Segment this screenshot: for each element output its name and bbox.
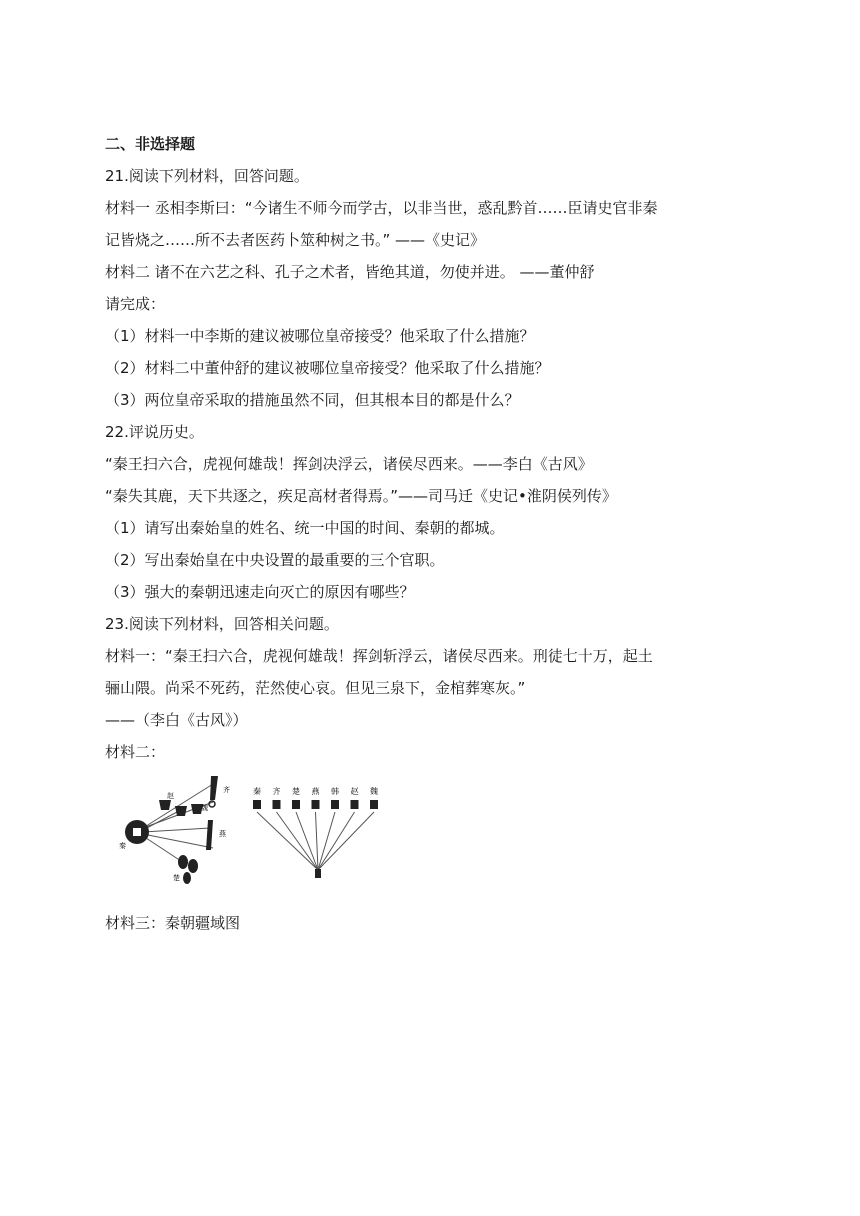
q21-material2: 材料二 诸不在六艺之科、孔子之术者，皆绝其道，勿使并进。 ——董仲舒 [105,263,595,281]
fig2-state-label: 魏 [370,787,378,796]
coin-shapes-figure [115,770,240,898]
q21-prompt: 请完成： [105,295,166,313]
ancient-script-glyph-icon [292,800,300,809]
fig2-state-label: 齐 [272,787,281,796]
material2-figures [105,770,785,905]
yan-knife-coin-icon [206,820,213,850]
ancient-script-glyph-icon [273,800,281,809]
converge-line [318,812,355,870]
fig1-label-qin: 秦 [119,842,126,850]
fig1-label-yan: 燕 [219,830,226,838]
ancient-script-glyph-icon [253,800,261,809]
q22-sub1: （1）请写出秦始皇的姓名、统一中国的时间、秦朝的都城。 [105,519,505,537]
q22-sub2: （2）写出秦始皇在中央设置的最重要的三个官职。 [105,551,445,569]
q23-stem: 23.阅读下列材料，回答相关问题。 [105,615,339,633]
q22-sub3: （3）强大的秦朝迅速走向灭亡的原因有哪些？ [105,583,415,601]
q22-quote1: “秦王扫六合，虎视何雄哉！挥剑决浮云，诸侯尽西来。——李白《古风》 [105,455,593,473]
qin-coin-icon [125,820,149,844]
q23-material2-label: 材料二： [105,743,166,761]
fig2-state-label: 韩 [331,787,339,796]
document-content [105,128,785,939]
fig2-state-label: 楚 [292,787,300,796]
q23-material1-source: ——（李白《古风》） [105,711,248,729]
q21-material1-line1: 材料一 丞相李斯曰：“今诸生不师今而学古，以非当世，惑乱黔首……臣请史官非秦 [105,199,658,217]
q23-material1-line1: 材料一：“秦王扫六合，虎视何雄哉！挥剑斩浮云，诸侯尽西来。刑徒七十万，起土 [105,647,653,665]
ancient-script-glyph-icon [351,800,359,809]
converge-line [277,812,319,870]
fig1-label-qi: 齐 [223,786,230,794]
converge-line [257,812,318,870]
q21-stem: 21.阅读下列材料，回答问题。 [105,167,309,185]
q23-material3-label: 材料三：秦朝疆域图 [105,914,241,932]
ancient-script-glyph-icon [312,800,320,809]
q22-quote2: “秦失其鹿，天下共逐之，疾足高材者得焉。”——司马迁《史记•淮阴侯列传》 [105,487,617,505]
chu-ant-nose-coin-icon [178,855,198,884]
q22-stem: 22.评说历史。 [105,423,204,441]
q21-sub1: （1）材料一中李斯的建议被哪位皇帝接受？他采取了什么措施？ [105,327,535,345]
converge-line [316,812,319,870]
converge-line [296,812,318,870]
knife-coin-icon [209,776,218,807]
q23-material1-line2: 骊山隈。尚采不死药，茫然使心哀。但见三泉下，金棺葬寒灰。” [105,679,526,697]
section-title: 二、非选择题 [105,135,196,153]
q21-sub3: （3）两位皇帝采取的措施虽然不同，但其根本目的都是什么？ [105,391,520,409]
fig2-state-label: 燕 [311,787,320,796]
fig1-label-zhao: 赵 [167,792,174,800]
scripts-figure [245,770,390,898]
fig2-state-label: 赵 [350,787,359,796]
fig1-label-chu: 楚 [173,874,180,882]
fig1-label-wei: 魏 [201,804,208,812]
fig2-state-label: 秦 [253,787,261,796]
ancient-script-glyph-icon [370,800,378,809]
unified-script-icon [315,869,321,878]
q21-sub2: （2）材料二中董仲舒的建议被哪位皇帝接受？他采取了什么措施？ [105,359,550,377]
ancient-script-glyph-icon [331,800,339,809]
q21-material1-line2: 记皆烧之……所不去者医药卜筮种树之书。” ——《史记》 [105,231,486,249]
